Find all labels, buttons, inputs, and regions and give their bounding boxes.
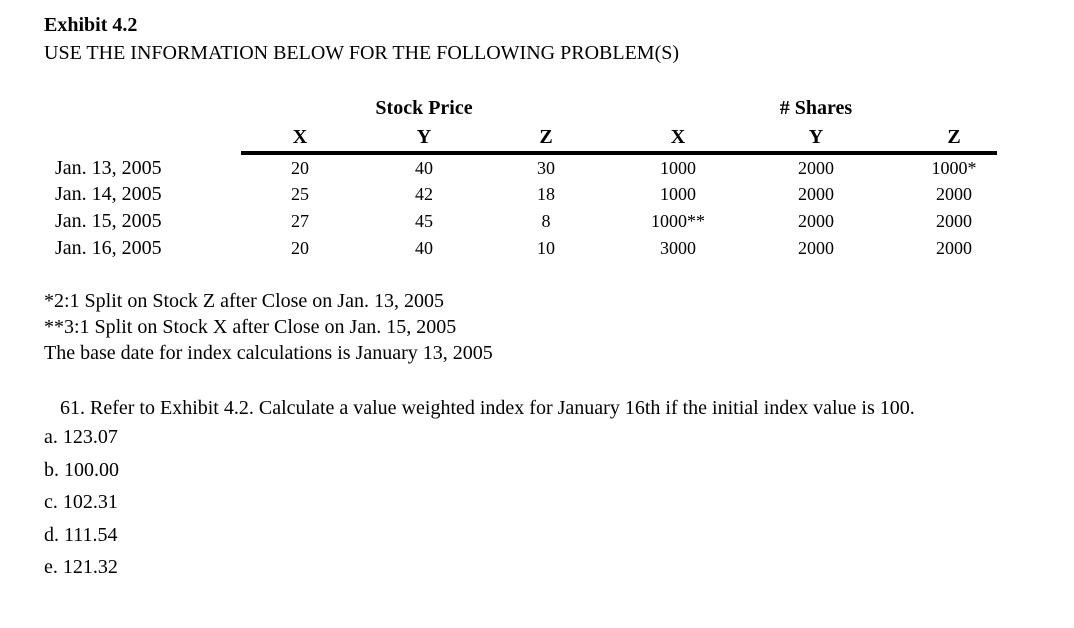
question-text: 61. Refer to Exhibit 4.2. Calculate a value weighted index for January 16th if the initial index value is 100. (60, 397, 915, 419)
cell-price-z: 10 (537, 238, 555, 258)
cell-price-z: 18 (537, 184, 555, 204)
cell-price-x: 20 (291, 238, 309, 258)
option-a: a. 123.07 (44, 426, 118, 448)
cell-shares-y: 2000 (798, 184, 834, 204)
col-header-price-y: Y (416, 126, 432, 148)
cell-price-z: 30 (537, 158, 555, 178)
col-header-shares-z: Z (947, 126, 961, 148)
col-header-shares-y: Y (808, 126, 824, 148)
cell-shares-z: 2000 (936, 184, 972, 204)
cell-shares-z: 1000* (931, 158, 977, 178)
cell-shares-x: 3000 (660, 238, 696, 258)
exhibit-title: Exhibit 4.2 (44, 14, 138, 36)
row-date: Jan. 13, 2005 (55, 157, 162, 179)
cell-shares-y: 2000 (798, 158, 834, 178)
cell-price-y: 40 (415, 158, 433, 178)
cell-price-x: 20 (291, 158, 309, 178)
note-split-z: *2:1 Split on Stock Z after Close on Jan. 13, 2005 (44, 290, 444, 312)
stock-price-header: Stock Price (375, 97, 473, 119)
option-d: d. 111.54 (44, 524, 118, 546)
shares-header: # Shares (779, 97, 853, 119)
cell-price-x: 25 (291, 184, 309, 204)
option-e: e. 121.32 (44, 556, 118, 578)
cell-price-y: 42 (415, 184, 433, 204)
cell-shares-y: 2000 (798, 211, 834, 231)
exhibit-subtitle: USE THE INFORMATION BELOW FOR THE FOLLOWING PROBLEM(S) (44, 42, 680, 64)
col-header-price-z: Z (539, 126, 553, 148)
row-date: Jan. 15, 2005 (55, 210, 162, 232)
note-base-date: The base date for index calculations is January 13, 2005 (44, 342, 493, 364)
cell-shares-z: 2000 (936, 238, 972, 258)
cell-shares-y: 2000 (798, 238, 834, 258)
cell-price-x: 27 (291, 211, 309, 231)
cell-shares-x: 1000** (651, 211, 705, 231)
option-c: c. 102.31 (44, 491, 118, 513)
cell-shares-z: 2000 (936, 211, 972, 231)
col-header-shares-x: X (670, 126, 686, 148)
cell-shares-x: 1000 (660, 184, 696, 204)
cell-price-y: 45 (415, 211, 433, 231)
row-date: Jan. 14, 2005 (55, 183, 162, 205)
option-b: b. 100.00 (44, 459, 119, 481)
col-header-price-x: X (292, 126, 308, 148)
cell-price-y: 40 (415, 238, 433, 258)
row-date: Jan. 16, 2005 (55, 237, 162, 259)
cell-price-z: 8 (541, 211, 551, 231)
cell-shares-x: 1000 (660, 158, 696, 178)
header-rule (241, 151, 997, 155)
note-split-x: **3:1 Split on Stock X after Close on Jan. 15, 2005 (44, 316, 457, 338)
